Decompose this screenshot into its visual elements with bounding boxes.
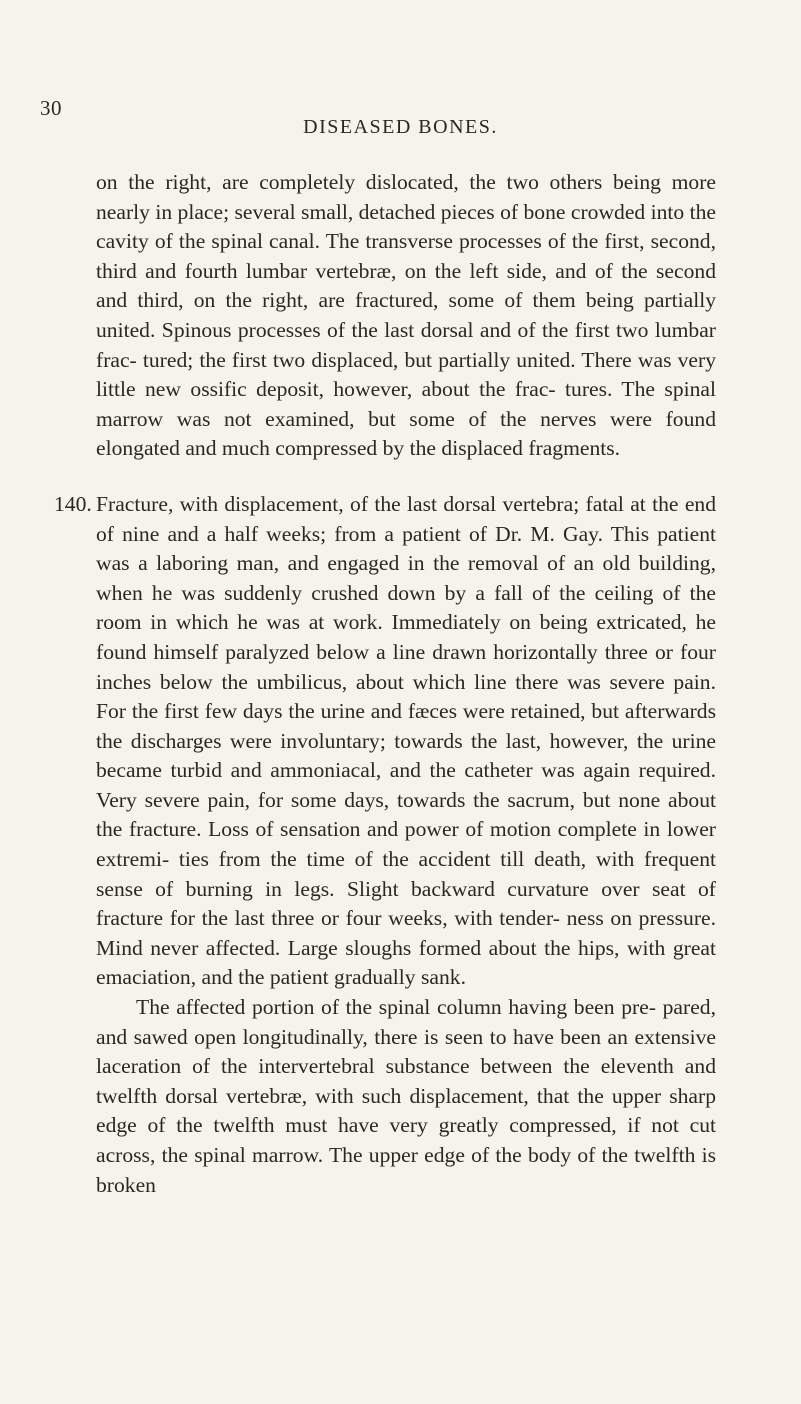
entry-text: Fracture, with displacement, of the last dorsal vertebra; fatal at the end of nine and a half weeks; from a patient of Dr. M. Gay. This patient was a laboring man, and engaged in the removal of an old building, when he was suddenly crushed down by a fall of the ceiling of the room in which he was at work. Immediately on being extricated, he found himself paralyzed below a line drawn horizontally three or four inches below the umbilicus, about which line there was severe pain. For the first few days the urine and fæces were retained, but afterwards the discharges were involuntary; towards the last, however, the urine became turbid and ammoniacal, and the catheter was again required. Very severe pain, for some days, towards the sacrum, but none about the fracture. Loss of sensation and power of motion complete in lower extremi- ties from the time of the accident till death, with frequent sense of burning in legs. Slight backward curvature over seat of fracture for the last three or four weeks, with tender- ness on pressure. Mind never affected. Large sloughs formed about the hips, with great emaciation, and the patient gradually sank.	[96, 491, 716, 990]
running-title: DISEASED BONES.	[303, 116, 498, 138]
dissection-paragraph: The affected portion of the spinal column having been pre- pared, and sawed open longitudinally, there is seen to have been an extensive laceration of the intervertebral substance between the eleventh and twelfth dorsal vertebræ, with such displacement, that the upper sharp edge of the twelfth must have very greatly compressed, if not cut across, the spinal marrow. The upper edge of the body of the twelfth is broken	[96, 995, 716, 1197]
entry-number: 140.	[54, 491, 92, 516]
page-number: 30	[40, 96, 62, 120]
specimen-entry-140	[54, 490, 716, 993]
continuation-paragraph: on the right, are completely dislocated, the two others being more nearly in place; several small, detached pieces of bone crowded into the cavity of the spinal canal. The transverse processes of the first, second, third and fourth lumbar vertebræ, on the left side, and of the second and third, on the right, are fractured, some of them being partially united. Spinous processes of the last dorsal and of the first two lumbar frac- tured; the first two displaced, but partially united. There was very little new ossific deposit, however, about the frac- tures. The spinal marrow was not examined, but some of the nerves were found elongated and much compressed by the displaced fragments.	[96, 170, 716, 461]
body-text	[54, 168, 716, 1200]
